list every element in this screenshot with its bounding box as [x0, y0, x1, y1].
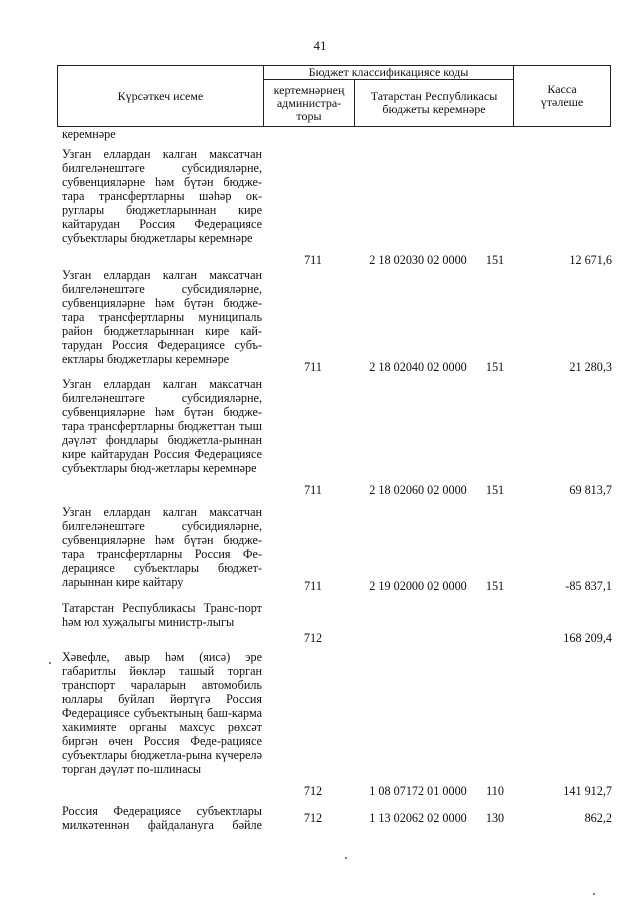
row-amount: 862,2	[584, 811, 612, 825]
row-amount: 21 280,3	[569, 360, 612, 374]
row-description: Россия Федерациясе субъектлары милкәтеннән файдалануга бәйле	[62, 804, 262, 832]
row-description: Татарстан Республикасы Транс-порт һәм юл хуҗалыгы министр-лыгы	[62, 601, 262, 629]
row-amount: 141 912,7	[563, 784, 612, 798]
row-description: керемнәре	[62, 127, 116, 141]
row-revenue-code: 2 18 02030 02 0000	[369, 253, 467, 267]
header-cash-column: Касса үтәлеше	[540, 82, 584, 109]
row-admin-code: 711	[304, 253, 322, 267]
row-admin-code: 712	[303, 811, 323, 825]
scan-speck	[49, 662, 51, 664]
row-amount: 168 209,4	[563, 631, 612, 645]
page-number: 41	[313, 38, 327, 53]
row-description: Узган еллардан калган максатчан билгеләнештәге субсидияләрне, субвенцияләрне һәм бүтән бюдже-тара трансфертларны шәһәр ок-руглары бюджетларыннан кире кайтарудан Россия Федерациясе субъектлары бюджетлары керемнәре	[62, 147, 262, 245]
row-amount: -85 837,1	[565, 579, 612, 593]
row-description: Узган еллардан калган максатчан билгеләнештәге субсидияләрне, субвенцияләрне һәм бүтән бюдже-тара трансфертларны бюджеттан тыш дәүләт фондлары бюджетла-рыннан кире кайтарудан Россия Федерациясе субъектлары бюд-жетлары керемнәре	[62, 377, 262, 475]
row-subcode: 130	[485, 811, 505, 825]
row-subcode: 151	[485, 253, 505, 267]
row-revenue-code: 2 19 02000 02 0000	[369, 579, 467, 593]
row-description: Хәвефле, авыр һәм (яисә) эре габаритлы йөкләр ташый торган транспорт чараларын автомобиль юллары буйлап йөртүгә Россия Федерациясе субъектының баш-карма хакимияте органы махсус рөхсәт биргән өчен Россия Феде-рациясе субъектлары бюджетла-рына күчерелә торган дәүләт по-шлинасы	[62, 650, 262, 776]
row-subcode: 151	[485, 579, 505, 593]
row-admin-code: 712	[303, 631, 323, 645]
row-amount: 12 671,6	[569, 253, 612, 267]
table-header	[57, 65, 611, 127]
scan-speck	[345, 857, 347, 859]
header-budget-classification-code: Бюджет классификациясе коды	[308, 65, 469, 79]
row-admin-code: 711	[304, 579, 322, 593]
row-revenue-code: 2 18 02060 02 0000	[369, 483, 467, 497]
header-admin-column: кертемнәрнең администра-торы	[273, 82, 345, 123]
header-indicator-name: Күрсәткеч исеме	[117, 88, 204, 103]
row-revenue-code: 2 18 02040 02 0000	[369, 360, 467, 374]
row-subcode: 151	[485, 483, 505, 497]
row-admin-code: 711	[304, 360, 322, 374]
row-admin-code: 712	[303, 784, 323, 798]
row-revenue-code: 1 13 02062 02 0000	[369, 811, 467, 825]
scan-speck	[593, 893, 595, 895]
row-admin-code: 711	[304, 483, 322, 497]
row-revenue-code: 1 08 07172 01 0000	[369, 784, 467, 798]
row-description: Узган еллардан калган максатчан билгеләнештәге субсидияләрне, субвенцияләрне һәм бүтән бюдже-тара трансфертларны муниципаль район бюджетларыннан кире кай-тарудан Россия Федерациясе субъ-ектлары бюджетлары керемнәре	[62, 268, 262, 366]
row-subcode: 151	[485, 360, 505, 374]
row-subcode: 110	[486, 784, 504, 798]
row-description: Узган еллардан калган максатчан билгеләнештәге субсидияләрне, субвенцияләрне һәм бүтән бюдже-тара трансфертларны Россия Фе-дерациясе субъектлары бюджет-ларыннан кире кайтару	[62, 505, 262, 589]
header-revenue-column: Татарстан Республикасы бюджеты керемнәре	[370, 89, 498, 116]
row-amount: 69 813,7	[569, 483, 612, 497]
